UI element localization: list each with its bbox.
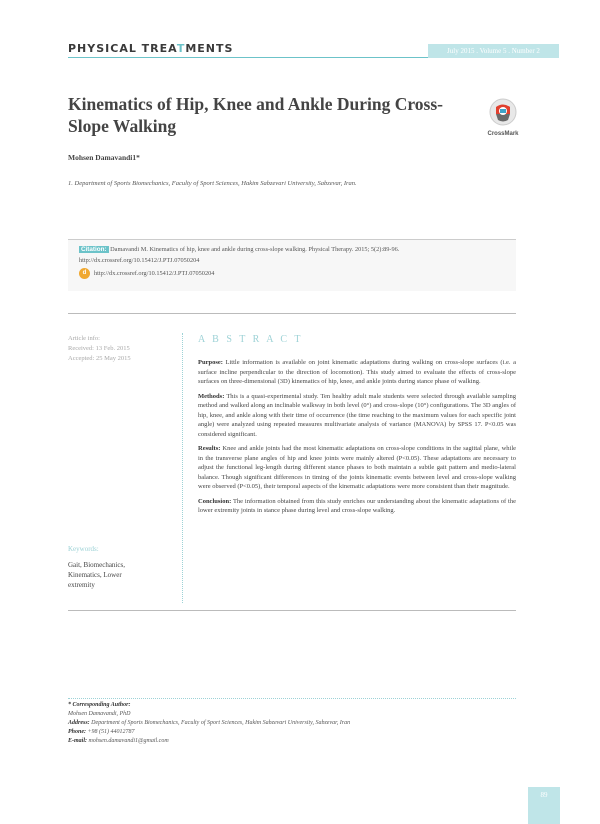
abstract-body [198, 358, 516, 521]
corresponding-phone: Phone: +98 (51) 44012787 [68, 729, 135, 735]
received-date: Received: 13 Feb. 2015 [68, 345, 130, 352]
abstract-purpose: Purpose: Little information is available on joint kinematic adaptations during walking on cross-slope surfaces (i.e. a surface incline perpendicular to the direction of locomotion). This study aimed to evaluate the effects of cross-slope surfaces on three-dimensional (3D) kinematics of hip, knee, and ankle joints during stance phase of walking. [198, 359, 517, 385]
abstract-methods: Methods: This is a quasi-experimental study. Ten healthy adult male students were selected through available sampling method and walked along an inclinable walkway in both level (0°) and cross-slope (10°) configurations. The 3D angles of hip, knee, and ankle along with their time of occurrence (the time reaching to the maximum values for each specific joint angle) were analyzed using repeated measures multivariate analysis of variance (MANOVA) by SPSS 17. P<0.05 was considered significant. [198, 392, 516, 438]
journal-title: PHYSICAL TREATMENTS [68, 42, 234, 55]
crossmark-label: CrossMark [487, 131, 519, 137]
citation-text: Citation: Damavandi M. Kinematics of hip, knee and ankle during cross-slope walking. Physical Therapy. 2015; 5(2):89-96. http://dx.crossref.org/10.15412/J.PTJ.07050204 [79, 246, 400, 264]
column-divider [182, 333, 183, 603]
article-title: Kinematics of Hip, Knee and Ankle During Cross-Slope Walking [68, 94, 443, 136]
issue-badge: July 2015 . Volume 5 . Number 2 [428, 44, 559, 58]
doi-row[interactable] [79, 268, 214, 279]
section-divider [68, 610, 516, 611]
accepted-date: Accepted: 25 May 2015 [68, 355, 131, 362]
article-info [68, 334, 168, 364]
article-info-label: Article info: [68, 335, 100, 342]
author-name: Mohsen Damavandi1* [68, 153, 140, 162]
corresponding-email: E-mail: mohsen.damavandi1@gmail.com [68, 738, 169, 744]
corresponding-address: Address: Department of Sports Biomechanics, Faculty of Sport Sciences, Hakim Sabzevari University, Sabzevar, Iran [68, 720, 351, 726]
abstract-conclusion: Conclusion: The information obtained from this study enriches our understanding about the kinematic adaptations of the lower extremity joints in stance phase during level and cross-slope walking. [198, 497, 516, 514]
footnote-divider [68, 698, 516, 699]
corresponding-name: Mohsen Damavandi, PhD [68, 711, 131, 717]
doi-icon: d [79, 268, 90, 279]
section-divider [68, 313, 516, 314]
abstract-results: Results: Knee and ankle joints had the most kinematic adaptations on cross-slope conditions in the sagittal plane, while in the transverse plane angles of hip and knee joints were mainly altered (P<0.05). These adaptations are necessary to adjust the functional leg-length during different stance phases to both maintain a subtle gait pattern and medio-lateral balance. Though significant differences in timing of the joints kinematic events between level and cross-slope walking were observed (P<0.05), their temporal aspects of the kinematic adaptations were more consistent than their magnitude. [198, 445, 517, 490]
citation-tag: Citation: [81, 246, 107, 253]
doi-link[interactable]: http://dx.crossref.org/10.15412/J.PTJ.07050204 [94, 270, 215, 277]
crossmark-badge[interactable] [483, 98, 523, 137]
crossmark-icon [489, 98, 517, 126]
keywords-text: Gait, Biomechanics, Kinematics, Lower extremity [68, 561, 125, 589]
author-affiliation: 1. Department of Sports Biomechanics, Faculty of Sport Sciences, Hakim Sabzevari University, Sabzevar, Iran. [68, 180, 357, 187]
page-number: 89 [528, 787, 560, 824]
corresponding-author [68, 701, 350, 746]
header-divider [68, 57, 428, 58]
corresponding-heading: * Corresponding Author: [68, 702, 131, 708]
abstract-heading: A B S T R A C T [198, 334, 304, 345]
keywords-label: Keywords: [68, 545, 99, 553]
